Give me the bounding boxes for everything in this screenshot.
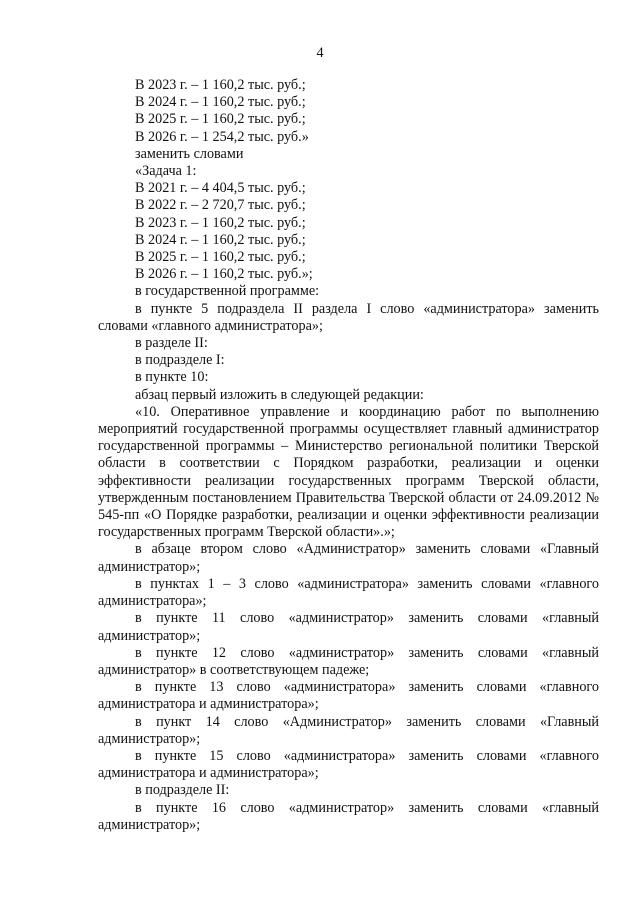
document-body (98, 77, 599, 834)
paragraph: в пункте 16 слово «администратор» заменить словами «главный администратор»; (98, 799, 599, 833)
paragraph-quoted-clause: «10. Оперативное управление и координацию работ по выполнению мероприятий государственной программы осуществляет главный администратор государственной программы – Министерство региональной политики Тверской области в соответствии с Порядком разработки, реализации и оценки эффективности реализации государственных программ Тверской области, утвержденным постановлением Правительства Тверской области от 24.09.2012 № 545-пп «О Порядке разработки, реализации и оценки эффективности реализации государственных программ Тверской области».»; (98, 403, 599, 541)
text-line: В 2021 г. – 4 404,5 тыс. руб.; (135, 180, 306, 197)
paragraph: в пункте 15 слово «администратора» заменить словами «главного администратора и администратора»; (98, 747, 599, 782)
paragraph: в пункте 12 слово «администратор» заменить словами «главный администратор» в соответствующем падеже; (98, 644, 599, 678)
text-line: В 2023 г. – 1 160,2 тыс. руб.; (135, 214, 306, 231)
text-line: В 2022 г. – 2 720,7 тыс. руб.; (135, 197, 306, 214)
paragraph: абзац первый изложить в следующей редакции: (135, 386, 424, 403)
text-line: В 2025 г. – 1 160,2 тыс. руб.; (135, 249, 306, 266)
paragraph: в пунктах 1 – 3 слово «администратора» заменить словами «главного администратора»; (98, 575, 599, 610)
text-line: В 2026 г. – 1 160,2 тыс. руб.»; (135, 266, 313, 283)
paragraph: в пункте 11 слово «администратор» заменить словами «главный администратор»; (98, 610, 599, 644)
text-line: В 2023 г. – 1 160,2 тыс. руб.; (135, 77, 306, 93)
text-line: В 2025 г. – 1 160,2 тыс. руб.; (135, 111, 306, 128)
paragraph: в подразделе I: (135, 352, 225, 369)
text-line: В 2024 г. – 1 160,2 тыс. руб.; (135, 94, 306, 111)
paragraph: в подразделе II: (135, 782, 230, 799)
paragraph: в абзаце втором слово «Администратор» заменить словами «Главный администратор»; (98, 541, 599, 575)
text-line: заменить словами (135, 145, 244, 162)
paragraph: в пункте 10: (135, 369, 209, 386)
text-line: В 2026 г. – 1 254,2 тыс. руб.» (135, 128, 309, 145)
text-line: В 2024 г. – 1 160,2 тыс. руб.; (135, 231, 306, 248)
page-number: 4 (316, 45, 324, 61)
paragraph: в пункте 13 слово «администратора» заменить словами «главного администратора и администратора»; (98, 679, 599, 713)
paragraph: в разделе II: (135, 335, 208, 352)
paragraph: в пункт 14 слово «Администратор» заменить словами «Главный администратор»; (98, 713, 599, 747)
text-line: в государственной программе: (135, 283, 320, 300)
text-line: «Задача 1: (135, 163, 197, 180)
paragraph: в пункте 5 подраздела II раздела I слово «администратора» заменить словами «главного администратора»; (98, 300, 599, 334)
